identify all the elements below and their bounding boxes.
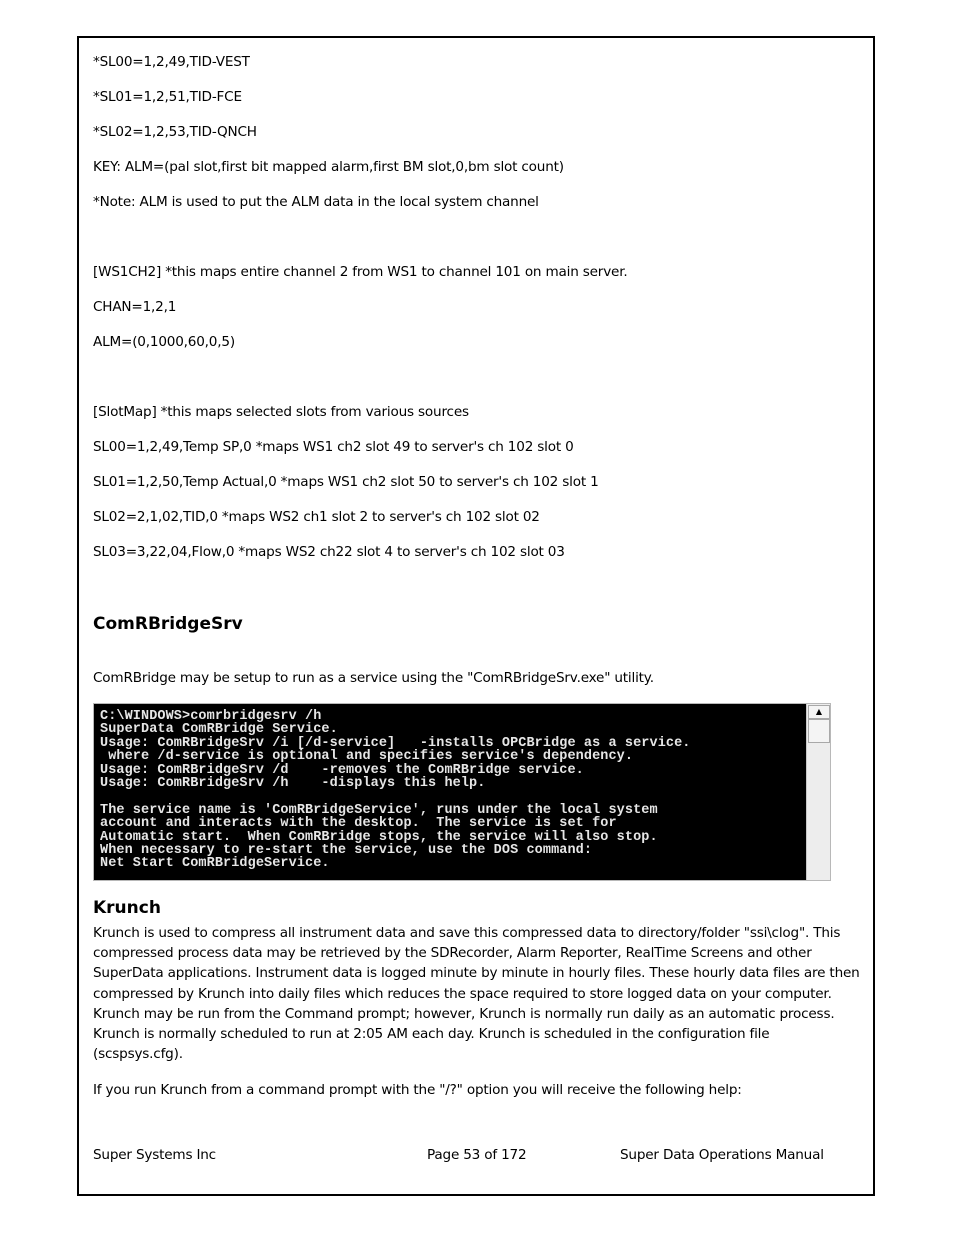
scroll-up-arrow-icon: ▲	[808, 705, 830, 719]
config-line: CHAN=1,2,1	[93, 299, 177, 315]
config-section-slotmap: [SlotMap] *this maps selected slots from various sources	[93, 404, 469, 420]
footer-page-number: Page 53 of 172	[427, 1147, 527, 1163]
config-section-ws1ch2: [WS1CH2] *this maps entire channel 2 from WS1 to channel 101 on main server.	[93, 264, 628, 280]
config-line: *SL01=1,2,51,TID-FCE	[93, 89, 242, 105]
section-heading-krunch: Krunch	[93, 898, 161, 918]
section-heading-comrbridgesrv: ComRBridgeSrv	[93, 614, 243, 634]
footer-manual-title: Super Data Operations Manual	[620, 1147, 824, 1163]
console-line: When necessary to re-start the service, use the DOS command:	[100, 843, 593, 859]
console-line: Net Start ComRBridgeService.	[100, 856, 330, 872]
config-line: *SL02=1,2,53,TID-QNCH	[93, 124, 257, 140]
config-key-line: KEY: ALM=(pal slot,first bit mapped alarm,first BM slot,0,bm slot count)	[93, 159, 564, 175]
console-line: Usage: ComRBridgeSrv /d -removes the ComRBridge service.	[100, 762, 584, 778]
config-line: ALM=(0,1000,60,0,5)	[93, 334, 235, 350]
console-output	[100, 710, 804, 871]
config-line: SL02=2,1,02,TID,0 *maps WS2 ch1 slot 2 to server's ch 102 slot 02	[93, 509, 540, 525]
console-line: account and interacts with the desktop. The service is set for	[100, 816, 617, 832]
krunch-paragraph: Krunch is used to compress all instrument data and save this compressed data to directory/folder "ssi\clog". This compressed process data may be retrieved by the SDRecorder, Alarm Reporter, RealTime Screens and other SuperData applications. Instrument data is logged minute by minute in hourly files. These hourly data files are then compressed by Krunch into daily files which reduces the space required to store logged data on your computer. Krunch may be run from the Command prompt; however, Krunch is normally run daily as an automatic process. Krunch is normally scheduled to run at 2:05 AM each day. Krunch is scheduled in the configuration file (scspsys.cfg).	[93, 925, 860, 1063]
console-line: where /d-service is optional and specifies service's dependency.	[100, 749, 634, 765]
config-note-line: *Note: ALM is used to put the ALM data in the local system channel	[93, 194, 539, 210]
console-line: The service name is 'ComRBridgeService', runs under the local system	[100, 802, 658, 818]
config-line: SL03=3,22,04,Flow,0 *maps WS2 ch22 slot 4 to server's ch 102 slot 03	[93, 544, 565, 560]
console-line: SuperData ComRBridge Service.	[100, 722, 338, 738]
config-line: SL01=1,2,50,Temp Actual,0 *maps WS1 ch2 slot 50 to server's ch 102 slot 1	[93, 474, 599, 490]
console-line: Automatic start. When ComRBridge stops, the service will also stop.	[100, 829, 658, 845]
console-screenshot	[93, 703, 831, 881]
console-scrollbar	[806, 704, 830, 880]
scroll-thumb	[808, 719, 830, 743]
config-line: SL00=1,2,49,Temp SP,0 *maps WS1 ch2 slot 49 to server's ch 102 slot 0	[93, 439, 574, 455]
console-line: Usage: ComRBridgeSrv /h -displays this help.	[100, 776, 486, 792]
krunch-help-intro: If you run Krunch from a command prompt with the "/?" option you will receive the following help:	[93, 1082, 742, 1098]
footer-company: Super Systems Inc	[93, 1147, 216, 1163]
comrbridge-intro: ComRBridge may be setup to run as a service using the "ComRBridgeSrv.exe" utility.	[93, 670, 654, 686]
console-line: C:\WINDOWS>comrbridgesrv /h	[100, 709, 322, 724]
config-line: *SL00=1,2,49,TID-VEST	[93, 54, 250, 70]
console-line: Usage: ComRBridgeSrv /i [/d-service] -installs OPCBridge as a service.	[100, 735, 691, 751]
